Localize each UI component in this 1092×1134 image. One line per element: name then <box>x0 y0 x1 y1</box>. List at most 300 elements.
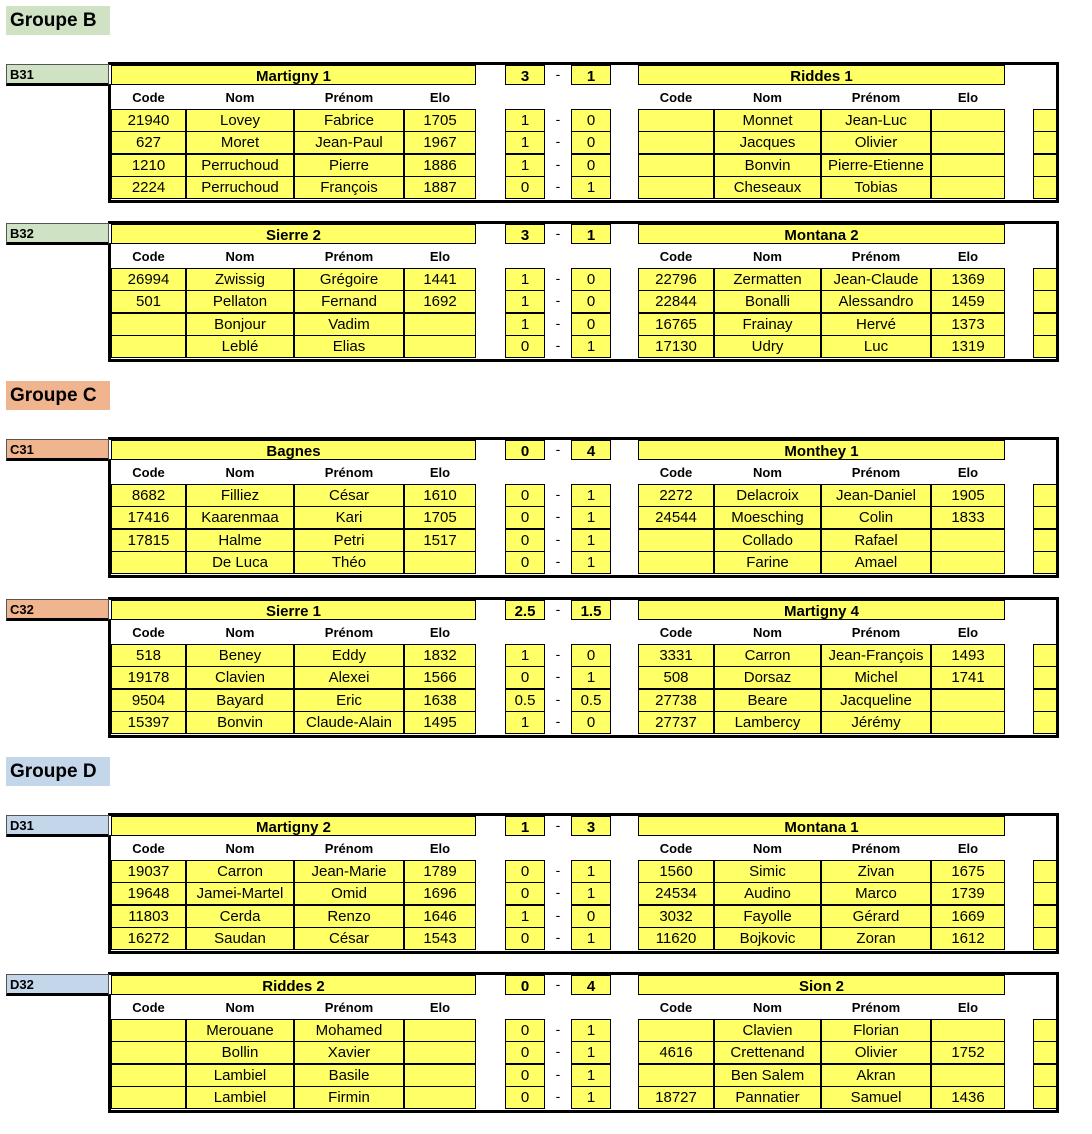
away-player-elo: 1369 <box>931 268 1005 291</box>
extra-cell <box>1033 313 1057 336</box>
home-player-nom: Halme <box>186 529 294 552</box>
column-header-elo: Elo <box>957 90 979 105</box>
away-result: 1 <box>571 1086 611 1109</box>
away-team-name: Martigny 4 <box>638 600 1005 620</box>
extra-cell <box>1033 1064 1057 1087</box>
away-player-nom: Crettenand <box>714 1041 821 1064</box>
away-player-prenom: Pierre-Etienne <box>821 154 931 177</box>
away-player-nom: Cheseaux <box>714 176 821 199</box>
away-player-code: 17130 <box>638 335 714 358</box>
home-team-name: Martigny 2 <box>111 816 476 836</box>
away-player-nom: Bojkovic <box>714 927 821 950</box>
score-dash: - <box>555 601 561 617</box>
home-player-code: 501 <box>111 290 186 313</box>
home-player-elo: 1705 <box>404 109 476 132</box>
away-result: 1 <box>571 882 611 905</box>
column-header-nom: Nom <box>225 465 255 480</box>
away-player-elo <box>931 529 1005 552</box>
away-player-code <box>638 154 714 177</box>
extra-cell <box>1033 484 1057 507</box>
home-player-code <box>111 335 186 358</box>
result-dash: - <box>555 552 561 569</box>
away-player-code: 22796 <box>638 268 714 291</box>
column-header-elo: Elo <box>429 465 451 480</box>
away-player-nom: Simic <box>714 860 821 883</box>
home-player-nom: De Luca <box>186 551 294 574</box>
extra-cell <box>1033 1086 1057 1109</box>
column-header-elo: Elo <box>429 1000 451 1015</box>
away-result: 0 <box>571 154 611 177</box>
home-player-prenom: Basile <box>294 1064 404 1087</box>
extra-cell <box>1033 860 1057 883</box>
away-result: 1 <box>571 551 611 574</box>
home-player-elo <box>404 313 476 336</box>
home-player-prenom: César <box>294 484 404 507</box>
home-player-prenom: Renzo <box>294 905 404 928</box>
extra-cell <box>1033 905 1057 928</box>
away-player-prenom: Michel <box>821 666 931 689</box>
extra-cell <box>1033 1041 1057 1064</box>
column-header-prenom: Prénom <box>324 841 374 856</box>
home-player-prenom: Grégoire <box>294 268 404 291</box>
away-player-nom: Zermatten <box>714 268 821 291</box>
extra-cell <box>1033 644 1057 667</box>
home-player-prenom: Alexei <box>294 666 404 689</box>
away-player-elo <box>931 711 1005 734</box>
away-player-elo: 1833 <box>931 506 1005 529</box>
away-player-prenom: Olivier <box>821 131 931 154</box>
away-player-code <box>638 131 714 154</box>
home-result: 1 <box>505 644 545 667</box>
home-player-code: 19037 <box>111 860 186 883</box>
extra-cell <box>1033 506 1057 529</box>
home-player-nom: Bollin <box>186 1041 294 1064</box>
away-player-prenom: Zoran <box>821 927 931 950</box>
away-player-elo: 1373 <box>931 313 1005 336</box>
match-block <box>0 221 1062 363</box>
column-header-prenom: Prénom <box>324 465 374 480</box>
away-player-code: 22844 <box>638 290 714 313</box>
home-result: 0 <box>505 551 545 574</box>
result-dash: - <box>555 133 561 150</box>
column-header-elo: Elo <box>957 625 979 640</box>
match-id-label: B32 <box>6 223 109 245</box>
home-result: 1 <box>505 313 545 336</box>
home-player-code <box>111 551 186 574</box>
match-id-label: D31 <box>6 815 109 837</box>
extra-cell <box>1033 290 1057 313</box>
away-player-code: 11620 <box>638 927 714 950</box>
extra-cell <box>1033 551 1057 574</box>
column-header-nom: Nom <box>225 249 255 264</box>
away-player-code: 27737 <box>638 711 714 734</box>
home-result: 0 <box>505 529 545 552</box>
home-score: 0 <box>505 975 545 995</box>
column-header-elo: Elo <box>429 249 451 264</box>
away-player-code <box>638 176 714 199</box>
away-player-prenom: Gérard <box>821 905 931 928</box>
column-header-elo: Elo <box>957 841 979 856</box>
away-result: 1 <box>571 484 611 507</box>
home-team-name: Sierre 1 <box>111 600 476 620</box>
home-result: 1 <box>505 905 545 928</box>
score-dash: - <box>555 817 561 833</box>
away-result: 1 <box>571 529 611 552</box>
away-team-name: Montana 1 <box>638 816 1005 836</box>
column-header-elo: Elo <box>429 90 451 105</box>
column-header-nom: Nom <box>753 90 782 105</box>
home-result: 0 <box>505 176 545 199</box>
result-dash: - <box>555 1087 561 1104</box>
away-result: 1 <box>571 335 611 358</box>
home-player-prenom: Mohamed <box>294 1019 404 1042</box>
away-player-prenom: Tobias <box>821 176 931 199</box>
home-player-prenom: Xavier <box>294 1041 404 1064</box>
home-player-elo <box>404 1041 476 1064</box>
home-player-elo: 1610 <box>404 484 476 507</box>
home-result: 0 <box>505 1086 545 1109</box>
away-player-nom: Ben Salem <box>714 1064 821 1087</box>
away-player-elo <box>931 131 1005 154</box>
away-player-code: 3331 <box>638 644 714 667</box>
column-header-prenom: Prénom <box>324 249 374 264</box>
home-player-code: 2224 <box>111 176 186 199</box>
result-dash: - <box>555 314 561 331</box>
away-player-prenom: Marco <box>821 882 931 905</box>
home-result: 1 <box>505 290 545 313</box>
column-header-code: Code <box>659 1000 693 1015</box>
away-player-code <box>638 529 714 552</box>
home-player-code: 627 <box>111 131 186 154</box>
home-player-elo: 1692 <box>404 290 476 313</box>
away-player-prenom: Jean-Claude <box>821 268 931 291</box>
home-player-prenom: Omid <box>294 882 404 905</box>
home-score: 2.5 <box>505 600 545 620</box>
away-player-elo <box>931 176 1005 199</box>
column-header-nom: Nom <box>753 465 782 480</box>
away-result: 0 <box>571 711 611 734</box>
result-dash: - <box>555 155 561 172</box>
home-player-code <box>111 1086 186 1109</box>
home-player-nom: Zwissig <box>186 268 294 291</box>
home-player-prenom: Pierre <box>294 154 404 177</box>
away-player-nom: Jacques <box>714 131 821 154</box>
home-player-nom: Leblé <box>186 335 294 358</box>
home-player-code: 15397 <box>111 711 186 734</box>
home-player-nom: Pellaton <box>186 290 294 313</box>
away-result: 1 <box>571 666 611 689</box>
home-player-prenom: César <box>294 927 404 950</box>
home-player-elo: 1566 <box>404 666 476 689</box>
away-team-name: Monthey 1 <box>638 440 1005 460</box>
away-team-name: Riddes 1 <box>638 65 1005 85</box>
score-dash: - <box>555 976 561 992</box>
match-block <box>0 813 1062 955</box>
home-result: 0 <box>505 335 545 358</box>
away-player-elo <box>931 689 1005 712</box>
home-player-code: 518 <box>111 644 186 667</box>
match-block <box>0 597 1062 739</box>
group-title: Groupe D <box>6 757 110 786</box>
score-dash: - <box>555 66 561 82</box>
column-header-prenom: Prénom <box>851 1000 901 1015</box>
away-result: 0 <box>571 109 611 132</box>
home-result: 1 <box>505 109 545 132</box>
home-player-prenom: Firmin <box>294 1086 404 1109</box>
column-header-prenom: Prénom <box>324 625 374 640</box>
away-player-nom: Delacroix <box>714 484 821 507</box>
home-result: 0 <box>505 927 545 950</box>
home-player-nom: Clavien <box>186 666 294 689</box>
away-score: 1 <box>571 224 611 244</box>
home-player-elo: 1517 <box>404 529 476 552</box>
home-result: 0 <box>505 882 545 905</box>
away-player-elo <box>931 551 1005 574</box>
extra-cell <box>1033 176 1057 199</box>
away-player-nom: Udry <box>714 335 821 358</box>
match-id-label: D32 <box>6 974 109 996</box>
extra-cell <box>1033 711 1057 734</box>
away-score: 4 <box>571 440 611 460</box>
away-player-prenom: Jacqueline <box>821 689 931 712</box>
home-player-prenom: Eddy <box>294 644 404 667</box>
column-header-prenom: Prénom <box>851 90 901 105</box>
away-team-name: Montana 2 <box>638 224 1005 244</box>
away-result: 1 <box>571 1041 611 1064</box>
away-player-elo: 1436 <box>931 1086 1005 1109</box>
away-player-prenom: Jean-François <box>821 644 931 667</box>
home-player-code: 9504 <box>111 689 186 712</box>
home-team-name: Sierre 2 <box>111 224 476 244</box>
home-player-elo: 1967 <box>404 131 476 154</box>
group-title: Groupe B <box>6 6 110 35</box>
column-header-prenom: Prénom <box>851 465 901 480</box>
match-block <box>0 972 1062 1114</box>
away-player-code: 2272 <box>638 484 714 507</box>
column-header-nom: Nom <box>753 1000 782 1015</box>
away-player-prenom: Hervé <box>821 313 931 336</box>
result-dash: - <box>555 111 561 127</box>
home-player-nom: Bonjour <box>186 313 294 336</box>
extra-cell <box>1033 335 1057 358</box>
home-player-nom: Lambiel <box>186 1086 294 1109</box>
home-result: 0 <box>505 1064 545 1087</box>
away-player-nom: Clavien <box>714 1019 821 1042</box>
column-header-elo: Elo <box>957 1000 979 1015</box>
home-player-code: 21940 <box>111 109 186 132</box>
column-header-nom: Nom <box>225 625 255 640</box>
home-player-prenom: Jean-Paul <box>294 131 404 154</box>
home-player-nom: Saudan <box>186 927 294 950</box>
group-title: Groupe C <box>6 381 110 410</box>
away-player-code: 24534 <box>638 882 714 905</box>
away-player-prenom: Zivan <box>821 860 931 883</box>
home-player-nom: Kaarenmaa <box>186 506 294 529</box>
home-player-prenom: Vadim <box>294 313 404 336</box>
home-player-code: 26994 <box>111 268 186 291</box>
away-player-code: 27738 <box>638 689 714 712</box>
away-player-prenom: Olivier <box>821 1041 931 1064</box>
home-player-elo: 1887 <box>404 176 476 199</box>
home-result: 0 <box>505 484 545 507</box>
home-player-prenom: François <box>294 176 404 199</box>
home-player-nom: Moret <box>186 131 294 154</box>
home-player-elo <box>404 335 476 358</box>
home-player-nom: Perruchoud <box>186 176 294 199</box>
away-player-elo: 1493 <box>931 644 1005 667</box>
result-dash: - <box>555 177 561 194</box>
home-player-elo: 1705 <box>404 506 476 529</box>
away-result: 0 <box>571 313 611 336</box>
home-player-prenom: Jean-Marie <box>294 860 404 883</box>
away-player-prenom: Jérémy <box>821 711 931 734</box>
home-player-elo <box>404 1086 476 1109</box>
home-result: 0.5 <box>505 689 545 712</box>
column-header-nom: Nom <box>753 249 782 264</box>
away-result: 0 <box>571 905 611 928</box>
away-player-elo: 1741 <box>931 666 1005 689</box>
away-team-name: Sion 2 <box>638 975 1005 995</box>
away-player-elo: 1675 <box>931 860 1005 883</box>
home-player-elo: 1638 <box>404 689 476 712</box>
home-score: 1 <box>505 816 545 836</box>
away-player-elo <box>931 1064 1005 1087</box>
home-player-nom: Bayard <box>186 689 294 712</box>
away-score: 1.5 <box>571 600 611 620</box>
away-player-nom: Dorsaz <box>714 666 821 689</box>
away-player-code: 4616 <box>638 1041 714 1064</box>
away-player-code <box>638 1064 714 1087</box>
away-player-code: 18727 <box>638 1086 714 1109</box>
away-result: 0 <box>571 131 611 154</box>
column-header-code: Code <box>132 249 165 264</box>
home-team-name: Riddes 2 <box>111 975 476 995</box>
result-dash: - <box>555 906 561 923</box>
away-player-code <box>638 109 714 132</box>
column-header-code: Code <box>132 841 165 856</box>
away-player-elo: 1739 <box>931 882 1005 905</box>
away-player-elo: 1905 <box>931 484 1005 507</box>
score-dash: - <box>555 441 561 457</box>
home-player-nom: Lovey <box>186 109 294 132</box>
home-player-elo: 1789 <box>404 860 476 883</box>
result-dash: - <box>555 1021 561 1037</box>
result-dash: - <box>555 1065 561 1082</box>
extra-cell <box>1033 154 1057 177</box>
home-player-elo: 1832 <box>404 644 476 667</box>
extra-cell <box>1033 882 1057 905</box>
home-result: 1 <box>505 711 545 734</box>
column-header-elo: Elo <box>429 841 451 856</box>
home-player-code <box>111 1064 186 1087</box>
result-dash: - <box>555 1043 561 1060</box>
home-player-elo <box>404 551 476 574</box>
away-player-prenom: Amael <box>821 551 931 574</box>
result-dash: - <box>555 668 561 685</box>
home-player-nom: Filliez <box>186 484 294 507</box>
result-dash: - <box>555 292 561 309</box>
column-header-prenom: Prénom <box>851 625 901 640</box>
match-id-label: C31 <box>6 439 109 461</box>
home-player-elo: 1646 <box>404 905 476 928</box>
home-score: 3 <box>505 224 545 244</box>
column-header-nom: Nom <box>225 90 255 105</box>
home-result: 0 <box>505 666 545 689</box>
away-player-prenom: Colin <box>821 506 931 529</box>
extra-cell <box>1033 666 1057 689</box>
away-player-prenom: Florian <box>821 1019 931 1042</box>
column-header-nom: Nom <box>753 625 782 640</box>
home-player-elo <box>404 1064 476 1087</box>
result-dash: - <box>555 646 561 662</box>
away-player-nom: Beare <box>714 689 821 712</box>
column-header-prenom: Prénom <box>851 841 901 856</box>
away-player-code: 508 <box>638 666 714 689</box>
home-player-nom: Perruchoud <box>186 154 294 177</box>
away-player-elo: 1669 <box>931 905 1005 928</box>
column-header-code: Code <box>659 90 693 105</box>
column-header-nom: Nom <box>753 841 782 856</box>
column-header-code: Code <box>659 465 693 480</box>
home-result: 0 <box>505 1019 545 1042</box>
score-dash: - <box>555 225 561 241</box>
away-player-code: 16765 <box>638 313 714 336</box>
result-dash: - <box>555 712 561 729</box>
away-result: 0 <box>571 290 611 313</box>
column-header-prenom: Prénom <box>851 249 901 264</box>
away-result: 1 <box>571 176 611 199</box>
home-team-name: Martigny 1 <box>111 65 476 85</box>
match-id-label: B31 <box>6 64 109 86</box>
result-dash: - <box>555 530 561 547</box>
extra-cell <box>1033 927 1057 950</box>
away-player-prenom: Akran <box>821 1064 931 1087</box>
home-player-code <box>111 1019 186 1042</box>
home-player-code <box>111 1041 186 1064</box>
away-player-elo: 1612 <box>931 927 1005 950</box>
away-player-prenom: Rafael <box>821 529 931 552</box>
home-player-prenom: Fernand <box>294 290 404 313</box>
result-dash: - <box>555 270 561 286</box>
result-dash: - <box>555 336 561 353</box>
away-player-nom: Pannatier <box>714 1086 821 1109</box>
away-player-nom: Lambercy <box>714 711 821 734</box>
result-dash: - <box>555 486 561 502</box>
column-header-code: Code <box>132 90 165 105</box>
home-team-name: Bagnes <box>111 440 476 460</box>
home-result: 1 <box>505 268 545 291</box>
away-player-elo <box>931 1019 1005 1042</box>
home-player-elo: 1543 <box>404 927 476 950</box>
away-player-elo <box>931 109 1005 132</box>
home-player-code: 17815 <box>111 529 186 552</box>
home-player-elo: 1495 <box>404 711 476 734</box>
away-player-nom: Farine <box>714 551 821 574</box>
away-player-nom: Bonvin <box>714 154 821 177</box>
away-player-nom: Collado <box>714 529 821 552</box>
extra-cell <box>1033 689 1057 712</box>
home-player-prenom: Eric <box>294 689 404 712</box>
home-result: 1 <box>505 131 545 154</box>
column-header-prenom: Prénom <box>324 90 374 105</box>
away-result: 1 <box>571 1064 611 1087</box>
away-result: 0 <box>571 268 611 291</box>
column-header-code: Code <box>659 249 693 264</box>
extra-cell <box>1033 131 1057 154</box>
away-player-code: 3032 <box>638 905 714 928</box>
away-player-code: 24544 <box>638 506 714 529</box>
home-player-prenom: Elias <box>294 335 404 358</box>
